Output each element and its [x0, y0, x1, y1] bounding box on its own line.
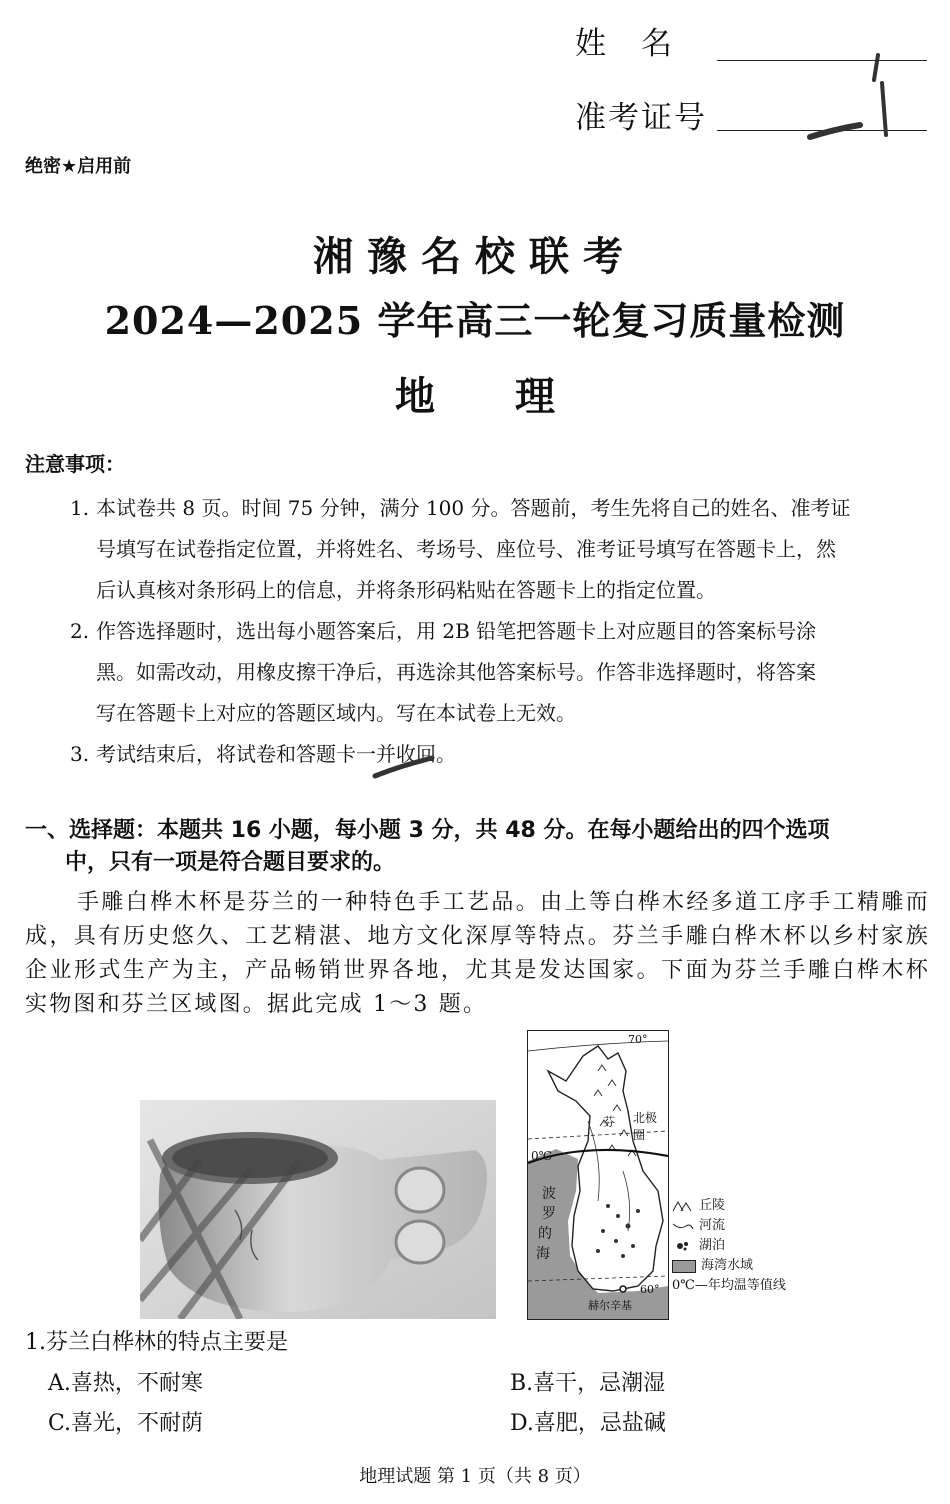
legend-label: 0℃—年均温等值线 [672, 1278, 786, 1293]
question-intro: 手雕白桦木杯是芬兰的一种特色手工艺品。由上等白桦木经多道工序手工精雕而成，具有历史悠久、工艺精湛、地方文化深厚等特点。芬兰手雕白桦木杯以乡村家族企业形式生产为主，产品畅销世界各地，尤其是发达国家。下面为芬兰手雕白桦木杯实物图和芬兰区域图。据此完成 1～3 题。 [25, 890, 930, 1017]
map-label-arctic: 北极圈 [633, 1111, 658, 1142]
notice-item [70, 488, 930, 611]
map-label-sea: 波 [542, 1186, 556, 1202]
subject-part: 地 [395, 374, 435, 420]
map-legend [672, 1196, 786, 1296]
section-heading [25, 815, 930, 879]
exam-subtitle: 2024—2025 学年高三一轮复习质量检测 [104, 298, 846, 343]
lake-icon [672, 1240, 694, 1252]
notice-list [70, 488, 930, 775]
notice-line: 本试卷共 8 页。时间 75 分钟，满分 100 分。答题前，考生先将自己的姓名、准考证 [96, 496, 851, 520]
option-a[interactable]: A.喜热，不耐寒 [48, 1371, 203, 1396]
notice-item [70, 734, 930, 775]
exam-id-label: 准考证号 [575, 100, 707, 136]
handwriting-mark [370, 752, 440, 782]
notice-heading: 注意事项： [25, 452, 125, 476]
notice-line: 考试结束后，将试卷和答题卡一并收回。 [96, 742, 456, 766]
legend-item [672, 1256, 786, 1276]
legend-label: 海湾水域 [701, 1258, 754, 1273]
notice-line: 黑。如需改动，用橡皮擦干净后，再选涂其他答案标号。作答非选择题时，将答案 [96, 660, 816, 684]
legend-item [672, 1196, 786, 1216]
map-label-fin: 芬 [603, 1115, 616, 1129]
map-label-isotherm: 0℃ [531, 1149, 553, 1163]
legend-label: 湖泊 [699, 1238, 726, 1253]
notice-line: 作答选择题时，选出每小题答案后，用 2B 铅笔把答题卡上对应题目的答案标号涂 [96, 619, 817, 643]
notice-line: 号填写在试卷指定位置，并将姓名、考场号、座位号、准考证号填写在答题卡上，然 [96, 537, 836, 561]
map-label-sea: 的 [538, 1226, 552, 1242]
map-label-sea: 海 [536, 1246, 550, 1262]
subject-title [0, 365, 950, 422]
notice-number: 2. [70, 619, 90, 643]
bay-swatch [672, 1260, 696, 1273]
option-b[interactable]: B.喜干，忌潮湿 [510, 1371, 666, 1396]
legend-item [672, 1276, 786, 1296]
notice-line: 写在答题卡上对应的答题区域内。写在本试卷上无效。 [96, 701, 576, 725]
option-d[interactable]: D.喜肥，忌盐碱 [510, 1411, 666, 1436]
map-label-60: 60° [640, 1283, 660, 1296]
finland-map [527, 1030, 669, 1320]
river-icon [672, 1220, 694, 1232]
legend-label: 河流 [699, 1218, 726, 1233]
section-heading-line: 一、选择题：本题共 16 小题，每小题 3 分，共 48 分。在每小题给出的四个选项 [25, 818, 830, 843]
map-label-capital: 赫尔辛基 [588, 1299, 632, 1312]
hills-icon [672, 1200, 694, 1212]
confidential-label: 绝密★启用前 [25, 156, 132, 177]
legend-item [672, 1236, 786, 1256]
notice-number: 3. [70, 742, 90, 766]
name-label: 姓 名 [575, 26, 674, 62]
question-stem: 1.芬兰白桦林的特点主要是 [25, 1330, 288, 1355]
map-label-70: 70° [628, 1033, 648, 1046]
subject-part: 理 [515, 374, 555, 420]
option-c[interactable]: C.喜光，不耐荫 [48, 1411, 204, 1436]
notice-item [70, 611, 930, 734]
map-label-sea: 罗 [542, 1206, 556, 1222]
notice-number: 1. [70, 496, 90, 520]
handwriting-mark [800, 45, 910, 155]
page-footer: 地理试题 第 1 页（共 8 页） [359, 1466, 591, 1487]
legend-label: 丘陵 [699, 1198, 726, 1213]
section-heading-line: 中，只有一项是符合题目要求的。 [65, 850, 396, 875]
birch-cup-photo [140, 1100, 496, 1319]
exam-title: 湘豫名校联考 [313, 234, 637, 280]
notice-line: 后认真核对条形码上的信息，并将条形码粘贴在答题卡上的指定位置。 [96, 578, 716, 602]
legend-item [672, 1216, 786, 1236]
